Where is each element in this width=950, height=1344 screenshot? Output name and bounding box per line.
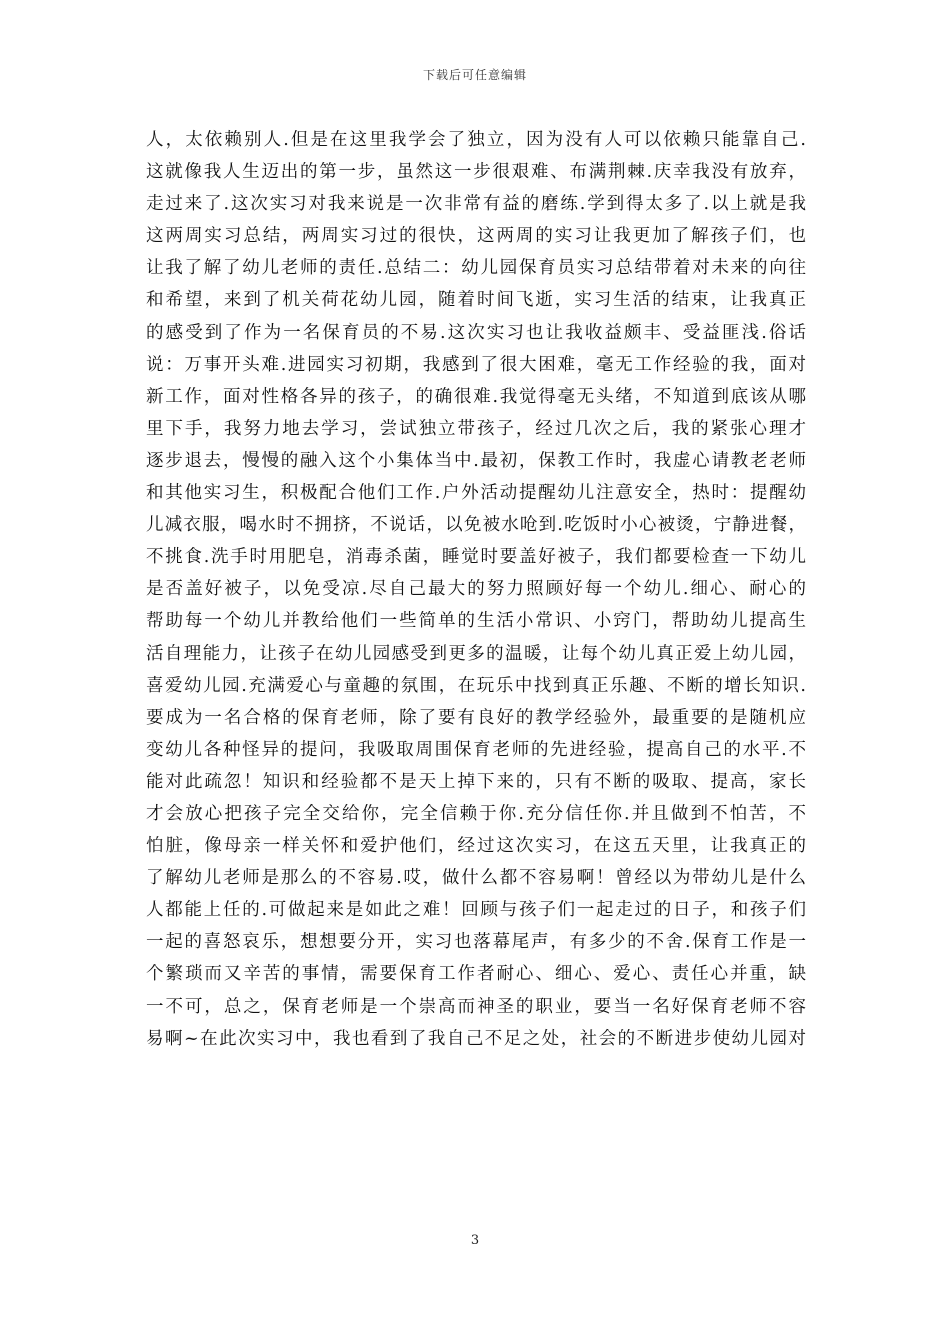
text-line: 和其他实习生，积极配合他们工作.户外活动提醒幼儿注意安全，热时：提醒幼 [146,483,806,504]
text-line: 不挑食.洗手时用肥皂，消毒杀菌，睡觉时要盖好被子，我们都要检查一下幼儿 [146,547,806,568]
text-line: 让我了解了幼儿老师的责任.总结二：幼儿园保育员实习总结带着对未来的向往 [146,258,806,279]
text-line: 人都能上任的.可做起来是如此之难！回顾与孩子们一起走过的日子，和孩子们 [146,900,806,921]
text-line: 能对此疏忽！知识和经验都不是天上掉下来的，只有不断的吸取、提高，家长 [146,771,806,792]
text-line: 里下手，我努力地去学习，尝试独立带孩子，经过几次之后，我的紧张心理才 [146,418,806,439]
text-line: 帮助每一个幼儿并教给他们一些简单的生活小常识、小窍门，帮助幼儿提高生 [146,611,806,632]
text-line: 说：万事开头难.进园实习初期，我感到了很大困难，毫无工作经验的我，面对 [146,354,806,375]
text-line: 这就像我人生迈出的第一步，虽然这一步很艰难、布满荆棘.庆幸我没有放弃， [146,162,806,183]
text-line: 个繁琐而又辛苦的事情，需要保育工作者耐心、细心、爱心、责任心并重，缺 [146,964,806,985]
text-line: 一不可，总之，保育老师是一个崇高而神圣的职业，要当一名好保育老师不容 [146,996,806,1017]
text-line: 要成为一名合格的保育老师，除了要有良好的教学经验外，最重要的是随机应 [146,707,806,728]
text-line: 是否盖好被子，以免受凉.尽自己最大的努力照顾好每一个幼儿.细心、耐心的 [146,579,806,600]
page-header: 下载后可任意编辑 [422,68,527,82]
text-line: 的感受到了作为一名保育员的不易.这次实习也让我收益颇丰、受益匪浅.俗话 [146,322,806,343]
text-line: 儿减衣服，喝水时不拥挤，不说话，以免被水呛到.吃饭时小心被烫，宁静进餐， [146,515,806,536]
body-text [146,124,806,1055]
text-line: 走过来了.这次实习对我来说是一次非常有益的磨练.学到得太多了.以上就是我 [146,194,806,215]
text-line: 这两周实习总结，两周实习过的很快，这两周的实习让我更加了解孩子们，也 [146,226,806,247]
text-line: 怕脏，像母亲一样关怀和爱护他们，经过这次实习，在这五天里，让我真正的 [146,836,806,857]
text-line: 人，太依赖别人.但是在这里我学会了独立，因为没有人可以依赖只能靠自己. [146,130,806,150]
text-line: 变幼儿各种怪异的提问，我吸取周围保育老师的先进经验，提高自己的水平.不 [146,739,806,760]
text-line: 和希望，来到了机关荷花幼儿园，随着时间飞逝，实习生活的结束，让我真正 [146,290,806,311]
text-line: 才会放心把孩子完全交给你，完全信赖于你.充分信任你.并且做到不怕苦，不 [146,803,806,824]
text-line: 一起的喜怒哀乐，想想要分开，实习也落幕尾声，有多少的不舍.保育工作是一 [146,932,806,953]
text-line: 喜爱幼儿园.充满爱心与童趣的氛围，在玩乐中找到真正乐趣、不断的增长知识. [146,675,806,696]
page-number: 3 [470,1233,480,1248]
text-line: 活自理能力，让孩子在幼儿园感受到更多的温暖，让每个幼儿真正爱上幼儿园， [146,643,806,664]
text-line: 了解幼儿老师是那么的不容易.哎，做什么都不容易啊！曾经以为带幼儿是什么 [146,868,806,889]
text-line: 新工作，面对性格各异的孩子，的确很难.我觉得毫无头绪，不知道到底该从哪 [146,386,806,407]
text-line: 逐步退去，慢慢的融入这个小集体当中.最初，保教工作时，我虚心请教老老师 [146,450,806,471]
text-line: 易啊~在此次实习中，我也看到了我自己不足之处，社会的不断进步使幼儿园对 [146,1028,806,1049]
